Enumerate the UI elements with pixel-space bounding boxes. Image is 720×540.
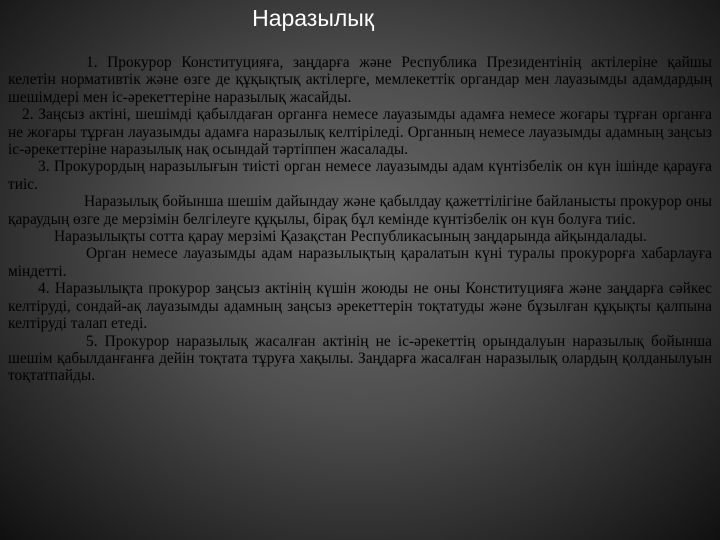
paragraph-1: 1. Прокурор Конституцияға, заңдарға және Республика Президентінің актілеріне қайшы келетін нормативтік және өзге де құқықтық актілерге, мемлекеттік органдар мен лауазымды адамдардың шешімдері мен іс-әрекеттеріне наразылық жасайды. — [8, 54, 712, 106]
paragraph-6: Орган немесе лауазымды адам наразылықтың қаралатын күні туралы прокурорға хабарлауға міндетті. — [8, 245, 712, 280]
paragraph-3: 3. Прокурордың наразылығын тиісті орган немесе лауазымды адам күнтізбелік он күн ішінде қарауға тиіс. — [8, 158, 712, 193]
paragraph-8: 5. Прокурор наразылық жасалған актінің не іс-әрекеттің орындалуын наразылық бойынша шешім қабылданғанға дейін тоқтата тұруға хақылы. Заңдарға жасалған наразылық олардың қолданылуын тоқтатпайды. — [8, 332, 712, 385]
slide-body — [8, 54, 712, 385]
paragraph-5: Наразылықты сотта қарау мерзімі Қазақстан Республикасының заңдарында айқындалады. — [54, 228, 647, 246]
paragraph-7: 4. Наразылықта прокурор заңсыз актінің күшін жоюды не оны Конституцияға және заңдарға сәйкес келтіруді, сондай-ақ лауазымды адамның заңсыз әрекеттерін тоқтатуды және бұзылған құқықты қалпына келтіруді талап етеді. — [8, 280, 712, 333]
paragraph-4: Наразылық бойынша шешім дайындау және қабылдау қажеттілігіне байланысты прокурор оны қараудың өзге де мерзімін белгілеуге құқылы, бірақ бұл кемінде күнтізбелік он күн болуға тиіс. — [8, 193, 712, 228]
paragraph-2: 2. Заңсыз актіні, шешімді қабылдаған органға немесе лауазымды адамға немесе жоғары тұрған органға не жоғары тұрған лауазымды адамға наразылық келтіріледі. Органның немесе лауазымды адамның заңсыз іс-әрекеттеріне наразылық нақ осындай тәртіппен жасалады. — [8, 106, 712, 159]
slide-title: Наразылық — [252, 5, 374, 31]
